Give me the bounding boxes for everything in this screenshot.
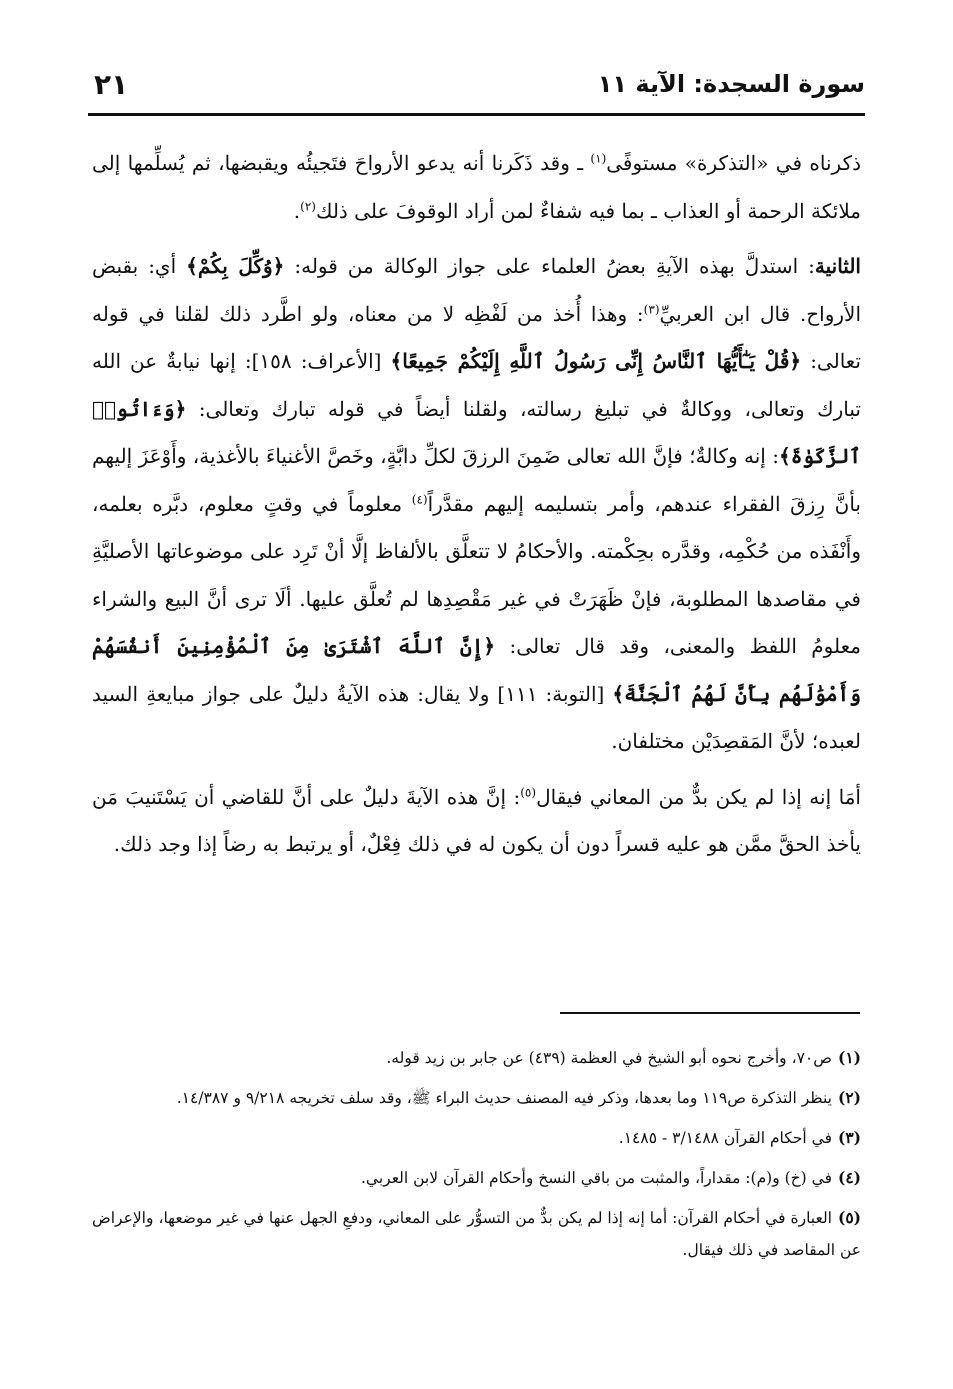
footnote-ref-1[interactable]: (١) [590,151,607,166]
section-keyword: الثانية [814,254,861,278]
footnote-text: ينظر التذكرة ص١١٩ وما بعدها، وذكر فيه المصنف حديث البراء ﷺ، وقد سلف تخريجه ٩/٢١٨ و ١٤/٣٨٧. [176,1089,832,1107]
footnote-ref-4[interactable]: (٤) [411,491,428,506]
quran-quote: ﴿وُكِّلَ بِكُمْ﴾ [186,254,285,278]
text-run: معلوماً في وقتٍ معلوم، دبَّره بعلمه، وأَنْفَذه من حُكْمِه، وقدَّره بحِكْمته. والأحكامُ لا تتعلَّق بالألفاظ إلَّا أنْ تَرِد على موضوعاتها الأصليَّةِ في مقاصدها المطلوبة، فإنْ ظَهَرَتْ في غير مَقْصِدِها لم تُعلَّق عليها. ألَا ترى أنَّ البيع والشراء معلومُ اللفظ والمعنى، وقد قال تعالى: [92,491,861,658]
footnote-ref-5[interactable]: (٥) [520,784,537,799]
footnote-4 [92,1162,861,1194]
footnote-ref-3[interactable]: (٣) [643,301,660,316]
footnote-separator [560,1012,860,1014]
text-run: أي: بقبض الأرواح. قال ابن العربيِّ [92,254,862,326]
header-rule [88,113,865,116]
paragraph-3 [92,774,861,869]
text-run: [التوبة: ١١١] ولا يقال: هذه الآيةُ دليلٌ على جواز مبايعةِ السيد لعبده؛ لأنَّ المَقصِدَيْن مختلفان. [92,681,861,753]
footnote-text: ص٧٠، وأخرج نحوه أبو الشيخ في العظمة (٤٣٩) عن جابر بن زيد قوله. [386,1049,832,1067]
text-run: : وهذا أُخذ من لَفْظِه لا من معناه، ولو اطَّرد ذلك لقلنا في قوله تعالى: [92,301,862,373]
text-run: : إنه وكالةٌ؛ فإنَّ الله تعالى ضَمِنَ الرزقَ لكلِّ دابَّةٍ، وخَصَّ الأغنياءَ بالأغذية، وأَوْعَزَ إليهم بأنَّ رِزقَ الفقراء عندهم، وأمر بتسليمه إليهم مقدَّراً [92,444,861,516]
quran-quote: ﴿قُلْ يَـٰٓأَيُّهَا ٱلنَّاسُ إِنِّى رَسُولُ ٱللَّهِ إِلَيْكُمْ جَمِيعًا﴾ [390,349,802,373]
footnote-number: (٢) [837,1088,861,1107]
quran-quote: ﴿إِنَّ ٱللَّهَ ٱشْتَرَىٰ مِنَ ٱلْمُؤْمِنِينَ أَنفُسَهُمْ وَأَمْوَٰلَهُم بِأَنَّ لَهُمُ ٱلْجَنَّةَ﴾ [92,634,861,706]
text-run: : استدلَّ بهذه الآيةِ بعضُ العلماء على جواز الوكالة من قوله: [284,254,815,278]
footnote-ref-2[interactable]: (٢) [300,198,316,213]
running-title: سورة السجدة: الآية ١١ [597,70,865,98]
footnote-number: (٣) [837,1128,861,1147]
paragraph-1 [92,140,861,235]
footnote-5 [92,1202,861,1266]
footnote-number: (٥) [837,1208,861,1227]
page-header [88,66,865,106]
text-run: : إنَّ هذه الآيةَ دليلٌ على أنَّ للقاضي أن يَسْتَنيبَ مَن يأخذ الحقَّ ممَّن هو عليه قسراً دون أن يكون له في ذلك فِعْلٌ، أو يرتبط به رضاً إذا وجد ذلك. [92,784,861,856]
text-run: [الأعراف: ١٥٨]: إنها نيابةٌ عن الله تبارك وتعالى، ووكالةٌ في تبليغ رسالته، ولقلنا أيضاً في قوله تبارك وتعالى: [92,349,861,421]
paragraph-2 [92,243,861,766]
main-text [92,140,861,877]
footnote-3 [92,1122,861,1154]
footnote-text: في (خ) و(م): مقداراً، والمثبت من باقي النسخ وأحكام القرآن لابن العربي. [360,1169,832,1187]
footnotes [92,1042,861,1274]
page-number: ٢١ [94,68,129,101]
text-run: . [293,198,301,223]
footnote-number: (١) [837,1048,861,1067]
footnote-text: في أحكام القرآن ٣/١٤٨٨ - ١٤٨٥. [618,1129,832,1147]
text-run: أمَا إنه إذا لم يكن بدٌّ من المعاني فيقال [536,784,861,809]
quran-quote: ﴿وَءَاتُوا۟ ٱلزَّكَوٰةَ﴾ [92,396,861,468]
footnote-text: العبارة في أحكام القرآن: أما إنه إذا لم يكن بدٌّ من التسوُّر على المعاني، ودفعِ الجهل عنها في غير موضعها، والإعراض عن المقاصد في ذلك فيقال. [92,1209,861,1259]
footnote-number: (٤) [837,1168,861,1187]
text-run: ـ وقد ذَكَرنا أنه يدعو الأرواحَ فتَجيئُه ويقبضها، ثم يُسلِّمها إلى ملائكة الرحمة أو العذاب ـ بما فيه شفاءٌ لمن أراد الوقوفَ على ذلك [92,151,861,223]
text-run: ذكرناه في «التذكرة» مستوفًى [606,151,861,175]
footnote-1 [92,1042,861,1074]
footnote-2 [92,1082,861,1114]
